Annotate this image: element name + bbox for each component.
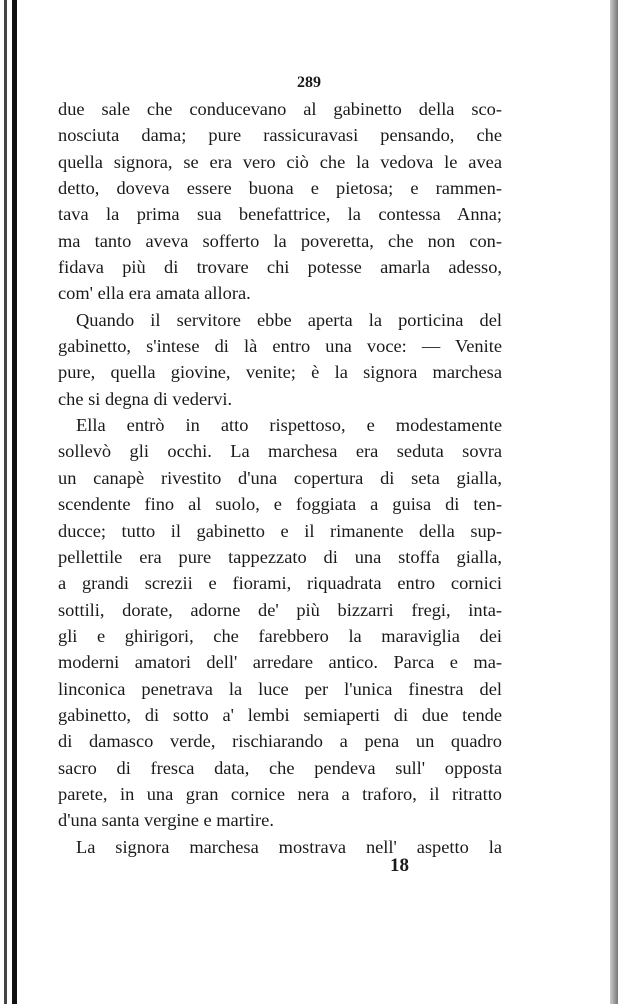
text-line: parete, in una gran cornice nera a traforo, il ritratto bbox=[58, 783, 502, 804]
text-line: ducce; tutto il gabinetto e il rimanente della sup- bbox=[58, 520, 502, 541]
text-line: moderni amatori dell' arredare antico. Parca e ma- bbox=[58, 652, 502, 673]
text-line: a grandi screzii e fiorami, riquadrata entro cornici bbox=[58, 573, 502, 594]
text-line: un canapè rivestito d'una copertura di seta gialla, bbox=[58, 467, 502, 488]
text-line: pellettile era pure tappezzato di una stoffa gialla, bbox=[58, 546, 502, 567]
text-line: detto, doveva essere buona e pietosa; e rammen- bbox=[58, 178, 502, 199]
text-line: di damasco verde, rischiarando a pena un quadro bbox=[58, 731, 502, 752]
page-edge-shadow bbox=[4, 0, 7, 1004]
text-line: d'una santa vergine e martire. bbox=[58, 810, 274, 831]
text-line: sottili, dorate, adorne de' più bizzarri fregi, inta- bbox=[58, 599, 502, 620]
page-right-edge bbox=[610, 0, 618, 1004]
text-line: scendente fino al suolo, e foggiata a guisa di ten- bbox=[58, 494, 502, 515]
text-line: gli e ghirigori, che farebbero la maraviglia dei bbox=[58, 625, 502, 646]
text-line: sacro di fresca data, che pendeva sull' opposta bbox=[58, 757, 502, 778]
text-line: com' ella era amata allora. bbox=[58, 283, 251, 304]
page-number: 289 bbox=[297, 74, 321, 91]
text-line: sollevò gli occhi. La marchesa era seduta sovra bbox=[58, 441, 502, 462]
text-line: pure, quella giovine, venite; è la signora marchesa bbox=[58, 362, 502, 383]
text-line: fidava più di trovare chi potesse amarla adesso, bbox=[58, 257, 502, 278]
text-line: La signora marchesa mostrava nell' aspetto la bbox=[76, 836, 502, 857]
text-line: Ella entrò in atto rispettoso, e modestamente bbox=[76, 415, 502, 436]
text-line: Quando il servitore ebbe aperta la porticina del bbox=[76, 309, 502, 330]
text-line: tava la prima sua benefattrice, la contessa Anna; bbox=[58, 204, 502, 225]
text-line: ma tanto aveva sofferto la poveretta, che non con- bbox=[58, 230, 502, 251]
text-line: gabinetto, s'intese di là entro una voce: — Venite bbox=[58, 336, 502, 357]
text-line: gabinetto, di sotto a' lembi semiaperti di due tende bbox=[58, 704, 502, 725]
text-line: nosciuta dama; pure rassicuravasi pensando, che bbox=[58, 125, 502, 146]
signature-mark: 18 bbox=[390, 855, 409, 876]
body-text bbox=[58, 96, 502, 860]
text-line: due sale che conducevano al gabinetto della sco- bbox=[58, 99, 502, 119]
book-spine-edge bbox=[12, 0, 17, 1004]
text-line: che si degna di vedervi. bbox=[58, 388, 233, 409]
text-line: linconica penetrava la luce per l'unica finestra del bbox=[58, 678, 502, 699]
text-line: quella signora, se era vero ciò che la vedova le avea bbox=[58, 151, 502, 172]
